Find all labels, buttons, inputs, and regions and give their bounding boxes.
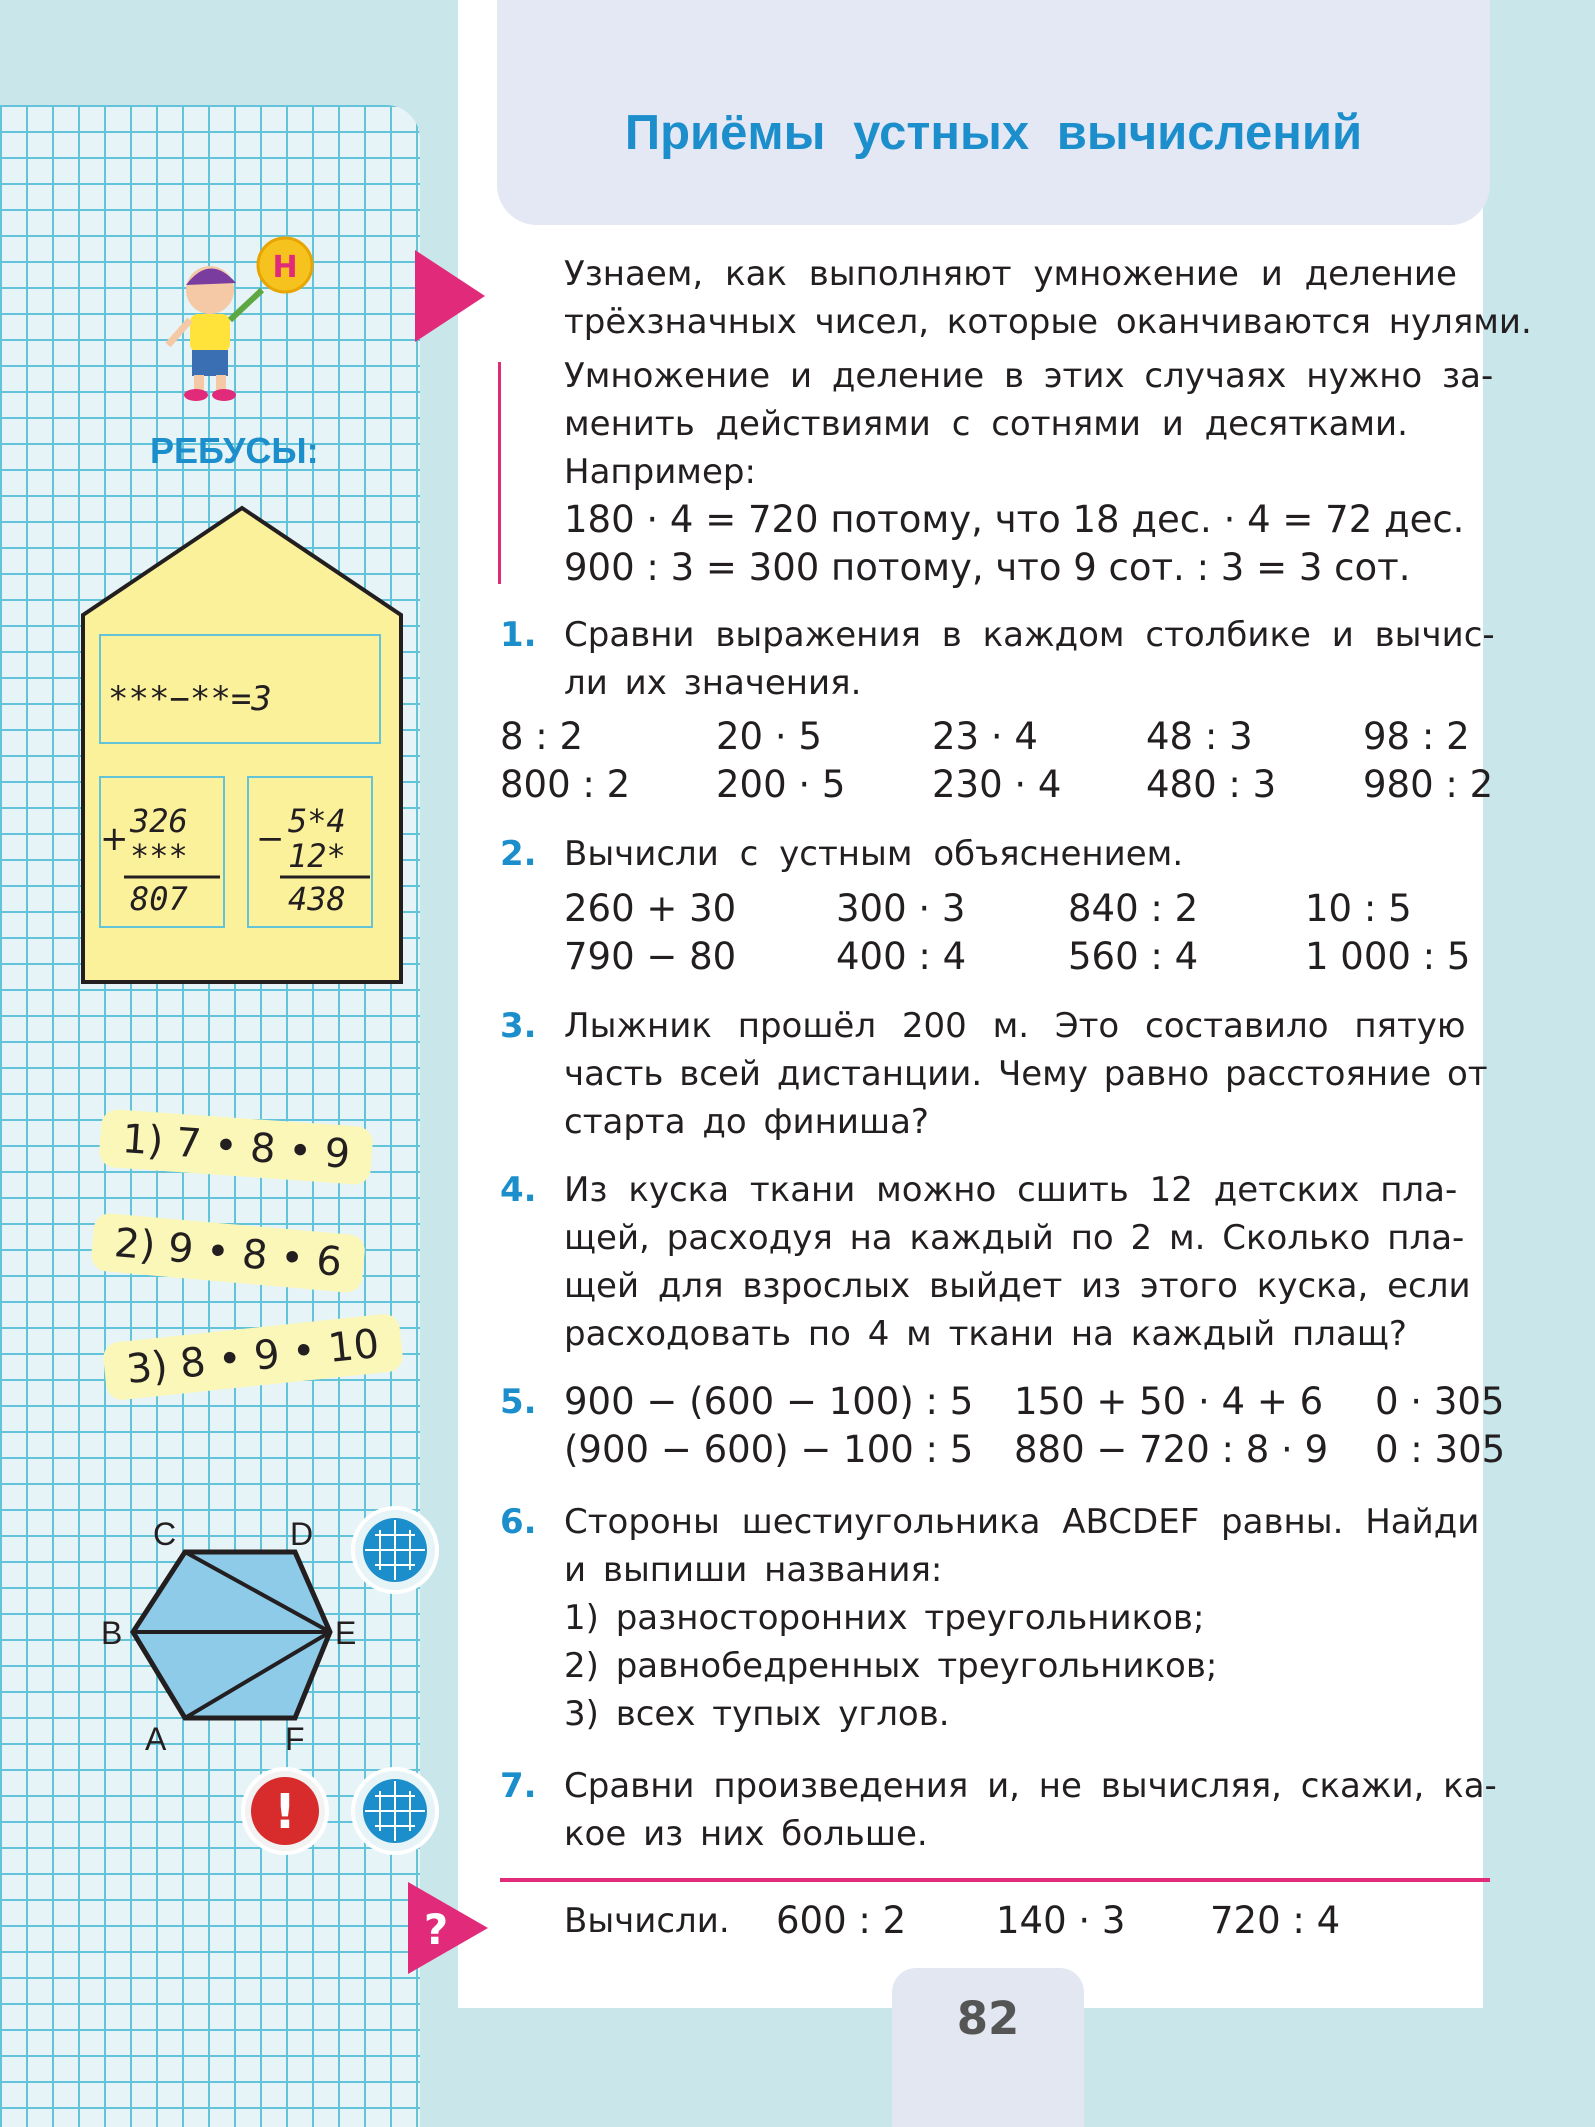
task-text: Лыжник прошёл 200 м. Это составило пятую [564,1006,1466,1046]
task-number: 6. [500,1502,537,1542]
boy-with-flashlight-icon [150,235,330,405]
expression: 0 · 305 [1375,1380,1505,1423]
question-marker-icon [408,1882,494,1974]
product-strip-1: 1) 7 • 8 • 9 [98,1109,374,1186]
product-strip-2: 2) 9 • 8 • 6 [90,1212,366,1294]
expression: 20 · 5 [716,715,822,758]
task-text: 3) всех тупых углов. [564,1694,950,1734]
task-text: 1) разносторонних треугольников; [564,1598,1205,1638]
expression: 200 · 5 [716,763,846,806]
expression: 800 : 2 [500,763,631,806]
task-text: щей, расходуя на каждый по 2 м. Сколько пла- [564,1218,1465,1258]
arrow-marker-icon [415,250,485,342]
task-text: старта до финиша? [564,1102,929,1142]
expression: 480 : 3 [1146,763,1277,806]
intro-line: Например: [564,452,756,492]
expression: 140 · 3 [996,1899,1126,1942]
expression: 260 + 30 [564,887,737,930]
expression: 840 : 2 [1068,887,1199,930]
expression: 150 + 50 · 4 + 6 [1014,1380,1324,1423]
intro-rule [498,362,501,584]
task-number: 1. [500,615,537,655]
expression: 300 · 3 [836,887,966,930]
exclamation-icon[interactable] [240,1766,330,1856]
task-text: Сравни произведения и, не вычисляя, скажи, ка- [564,1766,1497,1806]
intro-example: 180 · 4 = 720 потому, что 18 дес. · 4 = 72 дес. [564,498,1465,541]
page-number: 82 [956,1992,1020,2045]
intro-line: менить действиями с сотнями и десятками. [564,404,1408,444]
expression: 400 : 4 [836,935,967,978]
task-text: кое из них больше. [564,1814,928,1854]
hexagon-label-e: E [335,1615,357,1651]
task-number: 2. [500,834,537,874]
page-title: Приёмы устных вычислений [624,106,1363,160]
intro-line: Узнаем, как выполняют умножение и деление [564,254,1457,294]
task-number: 4. [500,1170,537,1210]
footer-task-label: Вычисли. [564,1901,730,1941]
divider [500,1878,1490,1882]
intro-example: 900 : 3 = 300 потому, что 9 сот. : 3 = 3 сот. [564,546,1411,589]
hexagon-label-f: F [285,1721,305,1757]
hexagon-label-c: C [153,1516,177,1552]
task-text: Стороны шестиугольника ABCDEF равны. Найди [564,1502,1480,1542]
expression: 980 : 2 [1363,763,1494,806]
expression: 10 : 5 [1305,887,1412,930]
expression: 720 : 4 [1210,1899,1341,1942]
task-number: 5. [500,1382,537,1422]
expression: 8 : 2 [500,715,584,758]
n-badge: Н [272,250,298,285]
hexagon-figure [95,1510,365,1760]
rebus-sub-row1: 5*4 [288,802,346,840]
rebus-add-result: 807 [130,880,188,918]
expression: 23 · 4 [932,715,1038,758]
hexagon-label-d: D [290,1516,314,1552]
task-text: Сравни выражения в каждом столбике и вычис- [564,615,1495,655]
expression: 48 : 3 [1146,715,1253,758]
task-text: и выпиши названия: [564,1550,943,1590]
expression: 900 − (600 − 100) : 5 [564,1380,974,1423]
rebus-sub-row2: 12* [288,837,346,875]
svg-text:?: ? [423,1905,449,1954]
task-number: 3. [500,1006,537,1046]
task-text: часть всей дистанции. Чему равно расстояние от [564,1054,1488,1094]
rebus-top-equation: ***−**=3 [108,679,272,719]
task-text: щей для взрослых выйдет из этого куска, если [564,1266,1471,1306]
rebus-sub-sign: − [256,819,285,859]
task-number: 7. [500,1766,537,1806]
expression: 1 000 : 5 [1305,935,1471,978]
expression: 790 − 80 [564,935,737,978]
task-text: 2) равнобедренных треугольников; [564,1646,1218,1686]
rebus-add-row1: 326 [130,802,188,840]
product-strip-3: 3) 8 • 9 • 10 [102,1313,404,1402]
expression: 0 : 305 [1375,1428,1506,1471]
expression: 880 − 720 : 8 · 9 [1014,1428,1329,1471]
task-text: ли их значения. [564,663,862,703]
rebus-add-row2: *** [130,837,188,875]
task-text: расходовать по 4 м ткани на каждый плащ? [564,1314,1407,1354]
hexagon-label-b: B [101,1615,123,1651]
intro-line: трёхзначных чисел, которые оканчиваются нулями. [564,302,1532,342]
rebus-sub-result: 438 [288,880,346,918]
expression: 98 : 2 [1363,715,1470,758]
rebus-add-sign: + [100,819,129,859]
expression: (900 − 600) − 100 : 5 [564,1428,974,1471]
svg-text:!: ! [274,1784,296,1840]
rebus-label: РЕБУСЫ: [150,430,319,471]
expression: 560 : 4 [1068,935,1199,978]
grid-globe-icon[interactable] [350,1505,440,1595]
hexagon-label-a: A [145,1721,167,1757]
intro-line: Умножение и деление в этих случаях нужно за- [564,356,1494,396]
expression: 600 : 2 [776,1899,907,1942]
task-text: Из куска ткани можно сшить 12 детских пла- [564,1170,1458,1210]
rebus-house [80,505,410,985]
grid-globe-icon[interactable] [350,1766,440,1856]
expression: 230 · 4 [932,763,1062,806]
task-text: Вычисли с устным объяснением. [564,834,1184,874]
